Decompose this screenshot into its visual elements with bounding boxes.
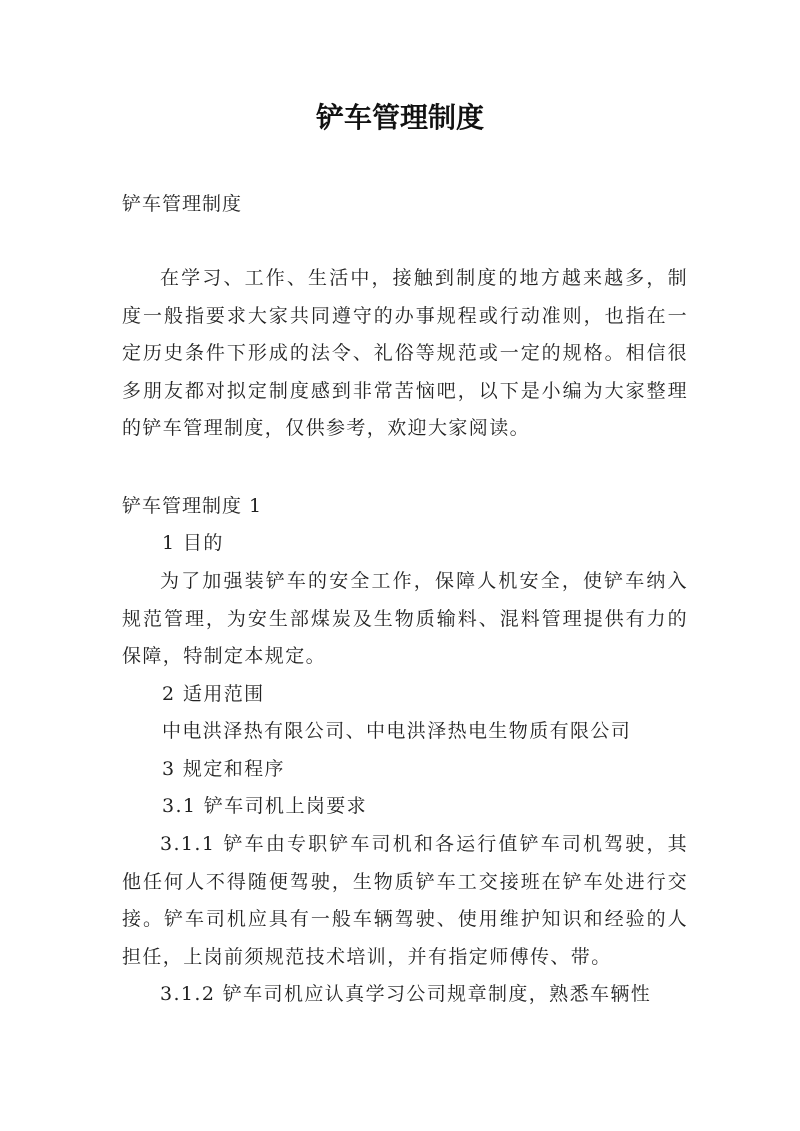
item-2-body: 中电洪泽热有限公司、中电洪泽热电生物质有限公司 <box>162 720 632 742</box>
item-2-title: 2 适用范围 <box>162 683 265 705</box>
item-1-title: 1 目的 <box>162 532 224 554</box>
item-3-1-2-body: 3.1.2 铲车司机应认真学习公司规章制度，熟悉车辆性 <box>160 983 652 1005</box>
document-subtitle: 铲车管理制度 <box>122 193 243 215</box>
item-3-title: 3 规定和程序 <box>162 758 285 780</box>
item-3-1-title: 3.1 铲车司机上岗要求 <box>162 795 368 817</box>
section-heading: 铲车管理制度 1 <box>122 495 263 517</box>
item-3-1-1-body: 3.1.1 铲车由专职铲车司机和各运行值铲车司机驾驶，其他任何人不得随便驾驶，生物质铲车工交接班在铲车处进行交接。铲车司机应具有一般车辆驾驶、使用维护知识和经验的人担任，上岗前须规范技术培训，并有指定师傅传、带。 <box>122 833 688 968</box>
document-title: 铲车管理制度 <box>315 101 484 134</box>
item-1-body: 为了加强装铲车的安全工作，保障人机安全，使铲车纳入规范管理，为安生部煤炭及生物质输料、混料管理提供有力的保障，特制定本规定。 <box>122 570 688 667</box>
intro-paragraph: 在学习、工作、生活中，接触到制度的地方越来越多，制度一般指要求大家共同遵守的办事规程或行动准则，也指在一定历史条件下形成的法令、礼俗等规范或一定的规格。相信很多朋友都对拟定制度感到非常苦恼吧，以下是小编为大家整理的铲车管理制度，仅供参考，欢迎大家阅读。 <box>122 267 688 439</box>
